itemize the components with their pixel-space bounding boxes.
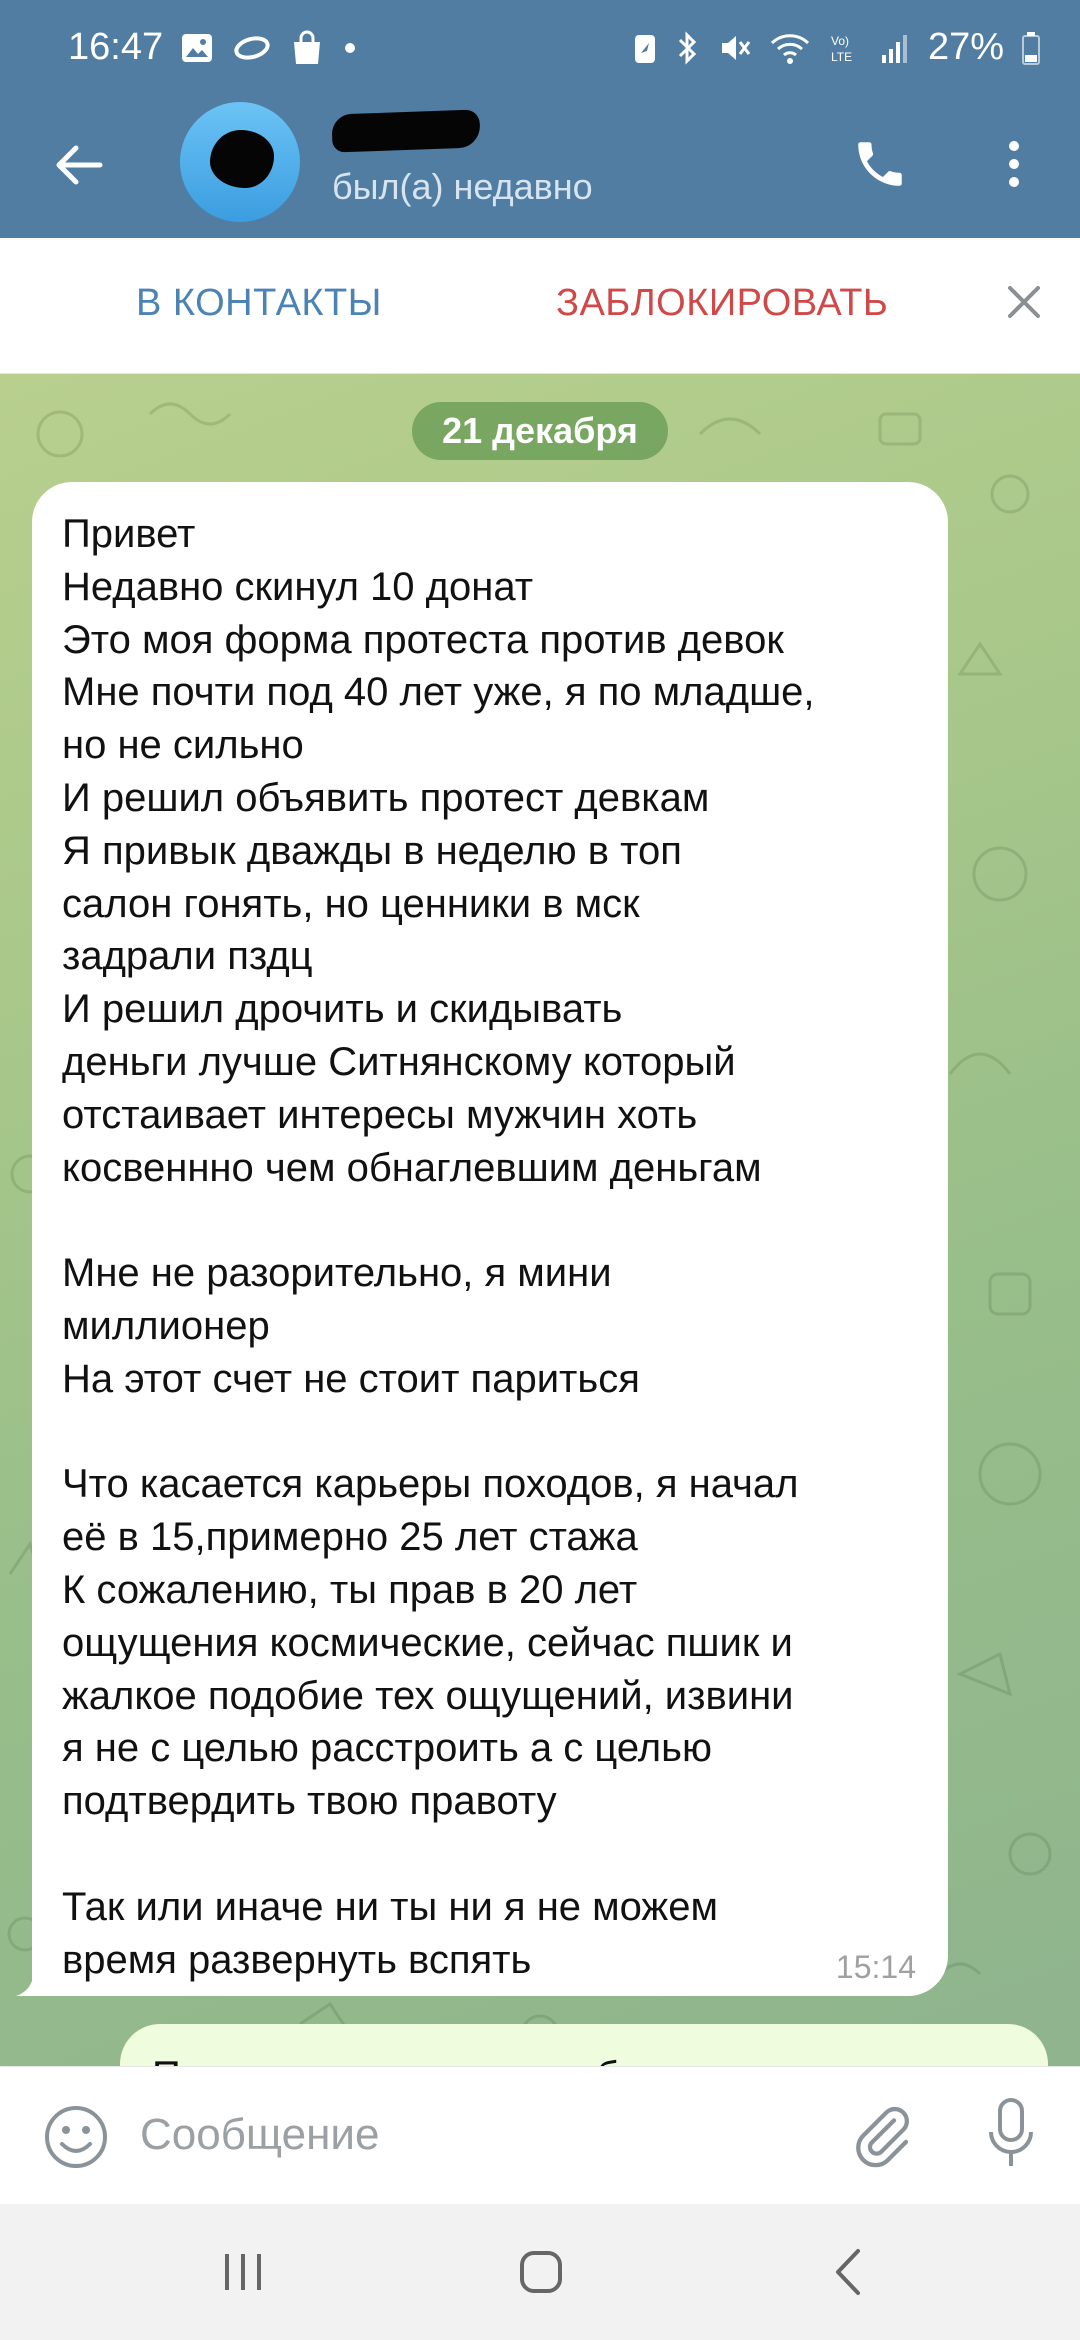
home-button[interactable] [506,2242,576,2302]
status-time: 16:47 [68,26,164,68]
microphone-icon [985,2096,1037,2172]
chevron-left-icon [833,2247,863,2297]
more-vertical-icon [1006,139,1022,189]
system-back-button[interactable] [818,2242,878,2302]
message-line: Недавно скинул 10 донат [62,564,534,609]
close-action-bar-button[interactable] [996,274,1052,330]
message-composer [0,2066,1080,2204]
message-line: задрали пздц [62,934,313,979]
gallery-icon [180,31,214,65]
signal-icon [880,31,910,65]
contact-action-bar [0,238,1080,374]
message-line: отстаивает интересы мужчин хоть [62,1092,698,1137]
status-bar [0,0,1080,100]
call-button[interactable] [842,126,918,202]
arrow-left-icon [54,144,104,186]
message-line: Что касается карьеры походов, я начал [62,1462,799,1507]
message-line: подтвердить твою правоту [62,1779,557,1824]
message-line [62,1828,942,1881]
notification-icons [180,30,358,66]
mute-icon [718,31,752,65]
svg-text:LTE: LTE [830,49,853,64]
chat-area[interactable] [0,374,1080,2066]
message-line: И решил объявить протест девкам [62,775,710,820]
emoji-button[interactable] [40,2101,112,2173]
message-line: Это моя форма протеста против девок [62,617,784,662]
smile-icon [43,2104,109,2170]
back-button[interactable] [44,130,114,200]
system-navigation-bar [0,2204,1080,2340]
system-status [632,26,1040,69]
message-line: деньги лучше Ситнянскому который [62,1039,736,1084]
bluetooth-icon [676,31,700,65]
recent-apps-icon [219,2250,267,2294]
message-input[interactable] [140,2095,800,2175]
phone-icon [851,135,909,193]
contact-name-redacted[interactable] [331,109,480,152]
message-line: К сожалению, ты прав в 20 лет [62,1567,638,1612]
avatar[interactable] [180,102,300,222]
message-text [62,508,942,1986]
dot-icon [342,40,358,56]
voice-message-button[interactable] [976,2091,1046,2177]
message-line: Я привык дважды в неделю в топ [62,828,682,873]
message-line: Так или иначе ни ты ни я не можем [62,1884,718,1929]
close-icon [1006,284,1042,320]
wifi-icon [770,31,810,65]
shopping-bag-icon [290,30,324,66]
message-line: На этот счет не стоит париться [62,1356,640,1401]
message-line: ощущения космические, сейчас пшик и [62,1620,793,1665]
battery-percent: 27% [927,26,1004,68]
message-line: я не с целью расстроить а с целью [62,1726,712,1771]
message-line: косвеннно чем обнаглевшим деньгам [62,1145,762,1190]
message-time: 15:14 [835,1949,916,1985]
link-icon [232,33,272,63]
message-line: её в 15,примерно 25 лет стажа [62,1515,638,1560]
more-options-button[interactable] [990,126,1038,202]
incoming-message-bubble[interactable] [32,482,948,1996]
message-line: но не сильно [62,723,304,768]
message-line: жалкое подобие тех ощущений, извини [62,1673,794,1718]
message-line [62,1406,942,1459]
volte-icon [828,31,862,65]
add-to-contacts-button[interactable]: В КОНТАКТЫ [136,282,382,324]
message-line: время развернуть вспять [62,1937,532,1982]
recent-apps-button[interactable] [210,2244,276,2300]
chat-header [0,100,1080,238]
message-line: И решил дрочить и скидывать [62,987,623,1032]
date-separator: 21 декабря [412,402,668,460]
message-line: Привет [62,512,196,556]
last-seen-status: был(а) недавно [332,166,593,207]
battery-saver-icon [632,31,658,65]
message-line: Мне не разорительно, я мини [62,1251,612,1296]
message-line: миллионер [62,1303,270,1348]
block-user-button[interactable]: ЗАБЛОКИРОВАТЬ [556,282,889,324]
message-line [62,1194,942,1247]
paperclip-icon [850,2103,914,2167]
battery-icon [1022,31,1040,65]
svg-text:Vo): Vo) [830,33,849,48]
message-line: салон гонять, но ценники в мск [62,881,640,926]
attach-button[interactable] [844,2097,920,2173]
message-line: Мне почти под 40 лет уже, я по младше, [62,670,815,715]
avatar-redaction [210,130,274,188]
home-icon [518,2249,564,2295]
